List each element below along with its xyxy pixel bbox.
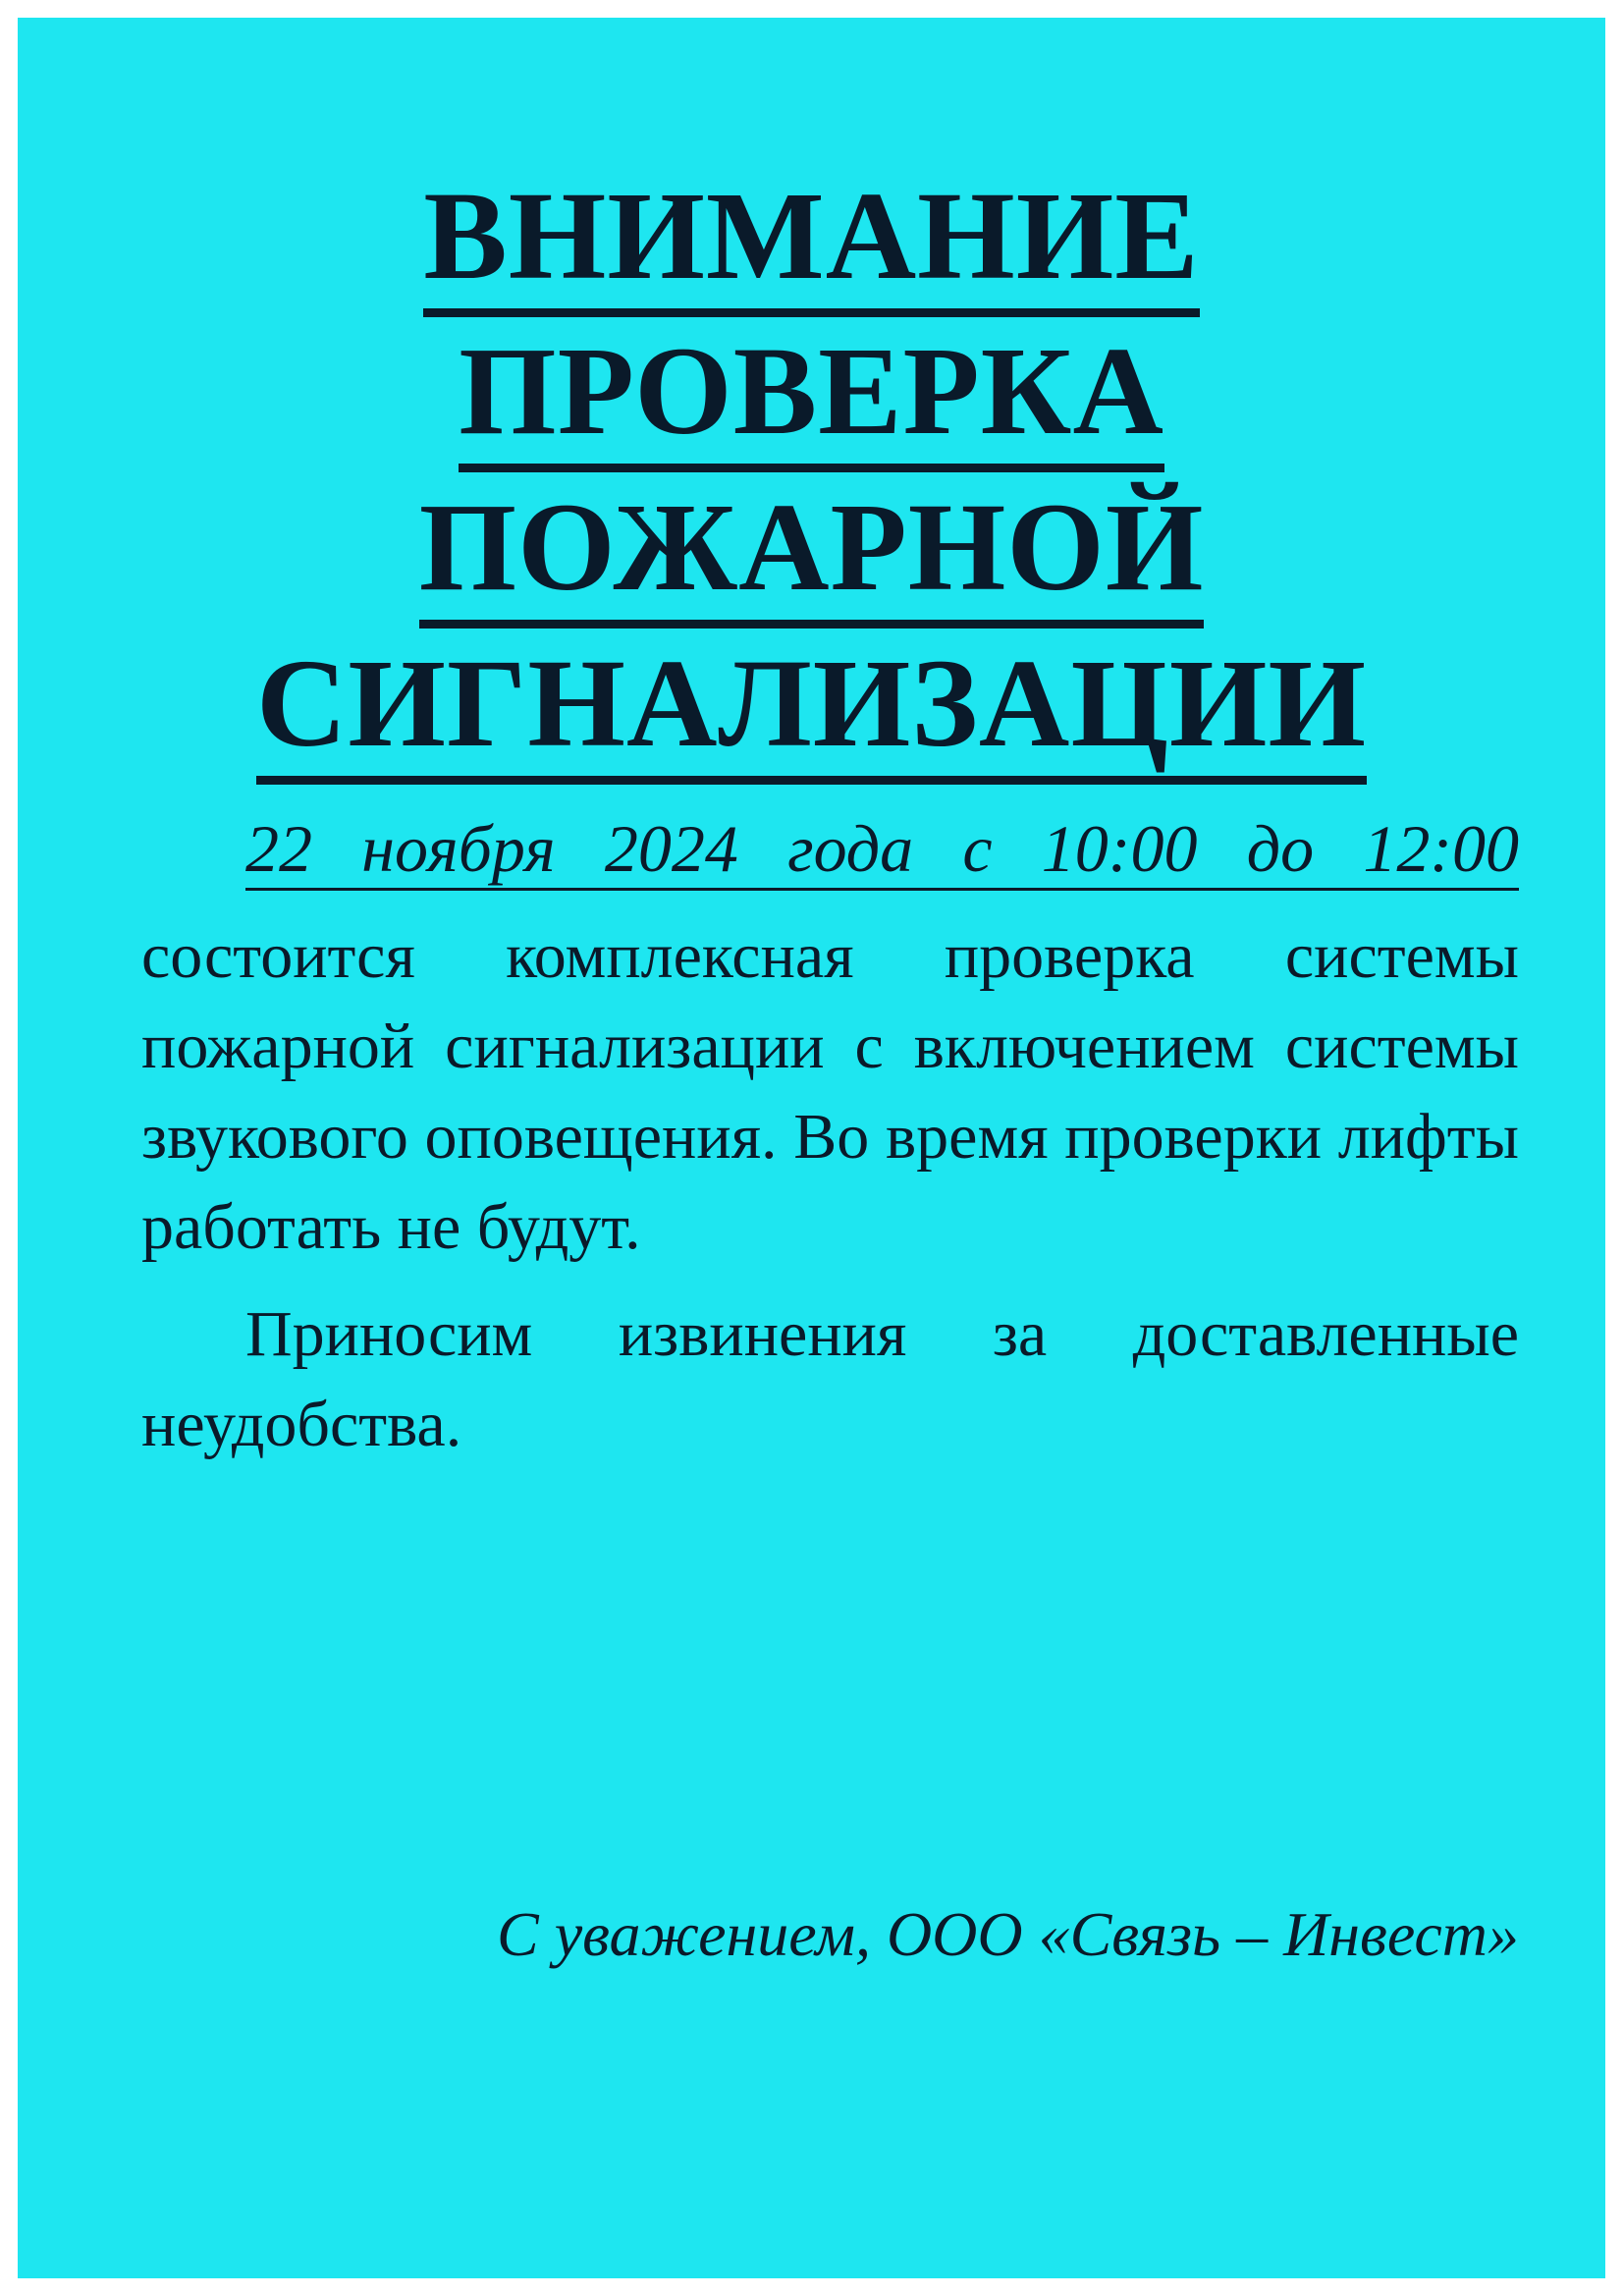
- title-line-2: [18, 321, 1605, 472]
- date-line: 22 ноября 2024 года с 10:00 до 12:00: [245, 815, 1519, 891]
- title-line-3-text: ПОЖАРНОЙ: [419, 484, 1205, 629]
- title-line-4-text: СИГНАЛИЗАЦИИ: [256, 640, 1367, 785]
- title-line-1: [18, 166, 1605, 317]
- title-line-3: [18, 477, 1605, 629]
- notice-sheet: [18, 18, 1605, 2278]
- title-line-4: [18, 633, 1605, 785]
- body-paragraph-2: Приносим извинения за доставленные неудобства.: [141, 1298, 1519, 1460]
- body-paragraph-1: состоится комплексная проверка системы пожарной сигнализации с включением системы звукового оповещения. Во время проверки лифты работать не будут.: [141, 920, 1519, 1263]
- signature: С уважением, ООО «Связь – Инвест»: [497, 1899, 1519, 1969]
- title-line-1-text: ВНИМАНИЕ: [423, 173, 1199, 317]
- title-line-2-text: ПРОВЕРКА: [459, 328, 1164, 472]
